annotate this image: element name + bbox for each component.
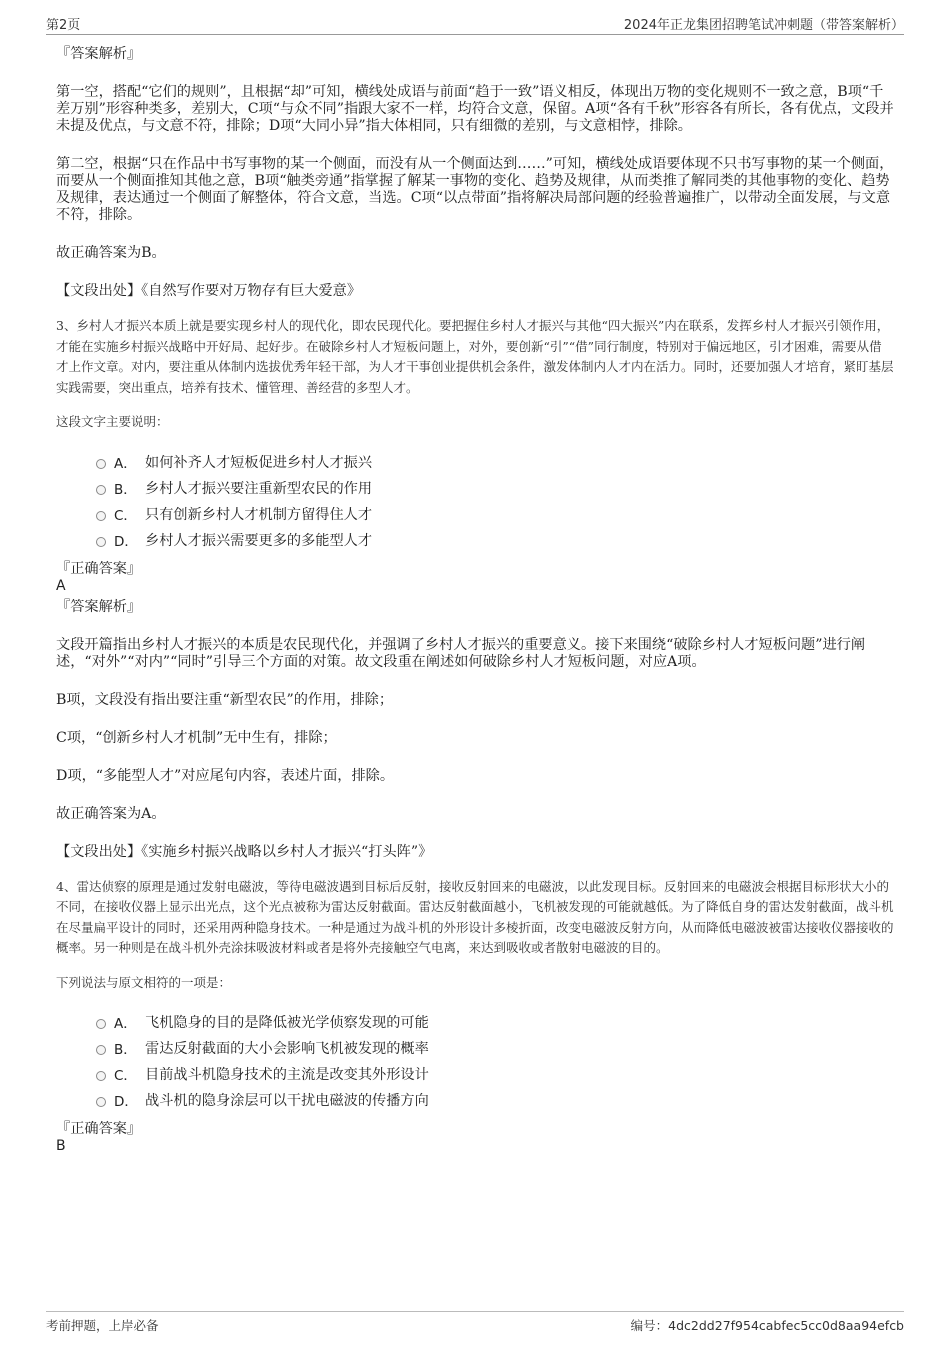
option-text: 乡村人才振兴要注重新型农民的作用	[145, 480, 373, 497]
analysis-paragraph: 第一空，搭配“它们的规则”，且根据“却”可知，横线处成语与前面“趋于一致”语义相反，体现出万物的变化规则不一致之意，B项“千差万别”形容种类多，差别大，C项“与众不同”指跟大家不一样，均符合文意，保留。A项“各有千秋”形容各有所长，各有优点，文段并未提及优点，与文意不符，排除；D项“大同小异”指大体相同，只有细微的差别，与文意相悖，排除。	[56, 84, 894, 134]
analysis-conclusion: 故正确答案为A。	[56, 805, 166, 822]
option-a[interactable]	[96, 449, 894, 475]
option-text: 如何补齐人才短板促进乡村人才振兴	[145, 454, 373, 471]
analysis-conclusion: 故正确答案为B。	[56, 245, 166, 261]
analysis-tag: 『答案解析』	[56, 46, 142, 62]
radio-icon[interactable]	[96, 459, 106, 469]
option-letter: B．	[114, 1042, 137, 1058]
radio-icon[interactable]	[96, 1097, 106, 1107]
option-letter: C．	[114, 1068, 137, 1084]
analysis-paragraph: D项，“多能型人才”对应尾句内容，表述片面，排除。	[56, 767, 395, 784]
source-citation: 【文段出处】《自然写作要对万物存有巨大爱意》	[56, 283, 362, 299]
analysis-paragraph: B项，文段没有指出要注重“新型农民”的作用，排除；	[56, 691, 394, 708]
correct-answer: B	[56, 1138, 66, 1154]
option-letter: C．	[114, 507, 137, 524]
correct-answer: A	[56, 577, 66, 594]
option-letter: D．	[114, 533, 138, 550]
analysis-tag: 『答案解析』	[56, 598, 142, 615]
analysis-paragraph: 文段开篇指出乡村人才振兴的本质是农民现代化，并强调了乡村人才振兴的重要意义。接下来围绕“破除乡村人才短板问题”进行阐述，“对外”“对内”“同时”引导三个方面的对策。故文段重在阐述如何破除乡村人才短板问题，对应A项。	[56, 636, 866, 670]
radio-icon[interactable]	[96, 537, 106, 547]
radio-icon[interactable]	[96, 511, 106, 521]
option-text: 雷达反射截面的大小会影响飞机被发现的概率	[145, 1041, 429, 1057]
option-b[interactable]	[96, 1035, 894, 1061]
correct-answer-tag: 『正确答案』	[56, 560, 142, 577]
option-letter: D．	[114, 1094, 138, 1110]
option-d[interactable]	[96, 1087, 894, 1113]
document-id: 编号：4dc2dd27f954cabfec5cc0d8aa94efcb	[630, 1318, 904, 1333]
analysis-paragraph: C项，“创新乡村人才机制”无中生有，排除；	[56, 729, 337, 746]
radio-icon[interactable]	[96, 1019, 106, 1029]
question-stem: 3、乡村人才振兴本质上就是要实现乡村人的现代化，即农民现代化。要把握住乡村人才振兴与其他“四大振兴”内在联系，发挥乡村人才振兴引领作用，才能在实施乡村振兴战略中开好局、起好步。在破除乡村人才短板问题上，对外，要创新“引”“借”同行制度，特别对于偏远地区，引才困难，需要从借才上作文章。对内，要注重从体制内选拔优秀年轻干部，为人才干事创业提供机会条件，激发体制内人才内在活力。同时，还要加强人才培育，紧盯基层实践需要，突出重点，培养有技术、懂管理、善经营的多型人才。	[56, 318, 894, 395]
options-list	[96, 449, 894, 553]
page-footer	[46, 1311, 904, 1334]
option-text: 飞机隐身的目的是降低被光学侦察发现的可能	[145, 1015, 429, 1031]
option-letter: B．	[114, 481, 137, 498]
option-c[interactable]	[96, 1061, 894, 1087]
radio-icon[interactable]	[96, 1045, 106, 1055]
question-stem: 4、雷达侦察的原理是通过发射电磁波，等待电磁波遇到目标后反射，接收反射回来的电磁波，以此发现目标。反射回来的电磁波会根据目标形状大小的不同，在接收仪器上显示出光点，这个光点被称为雷达反射截面。雷达反射截面越小，飞机被发现的可能就越低。为了降低自身的雷达发射截面，战斗机在尽量扁平设计的同时，还采用两种隐身技术。一种是通过为战斗机的外形设计多棱折面，改变电磁波反射方向，从而降低电磁波被雷达接收仪器接收的概率。另一种则是在战斗机外壳涂抹吸波材料或者是将外壳接触空气电离，来达到吸收或者散射电磁波的目的。	[56, 878, 894, 955]
question-prompt: 这段文字主要说明：	[56, 414, 169, 429]
question-prompt: 下列说法与原文相符的一项是：	[56, 974, 232, 990]
radio-icon[interactable]	[96, 485, 106, 495]
document-title: 2024年正龙集团招聘笔试冲刺题（带答案解析）	[623, 18, 904, 33]
option-text: 只有创新乡村人才机制方留得住人才	[145, 506, 373, 523]
options-list	[96, 1009, 894, 1113]
radio-icon[interactable]	[96, 1071, 106, 1081]
option-text: 战斗机的隐身涂层可以干扰电磁波的传播方向	[145, 1093, 429, 1109]
page-content	[56, 46, 894, 1159]
correct-answer-tag: 『正确答案』	[56, 1121, 142, 1137]
source-citation: 【文段出处】《实施乡村振兴战略以乡村人才振兴“打头阵”》	[56, 843, 433, 860]
option-letter: A．	[114, 455, 137, 472]
option-c[interactable]	[96, 501, 894, 527]
option-d[interactable]	[96, 527, 894, 553]
page-number: 第2页	[46, 18, 81, 33]
option-letter: A．	[114, 1016, 137, 1032]
option-text: 目前战斗机隐身技术的主流是改变其外形设计	[145, 1067, 429, 1083]
footer-slogan: 考前押题，上岸必备	[46, 1318, 159, 1333]
option-b[interactable]	[96, 475, 894, 501]
page-header	[46, 12, 904, 35]
analysis-paragraph: 第二空，根据“只在作品中书写事物的某一个侧面，而没有从一个侧面达到……”可知，横线处成语要体现不只书写事物的某一个侧面，而要从一个侧面推知其他之意，B项“触类旁通”指掌握了解某一事物的变化、趋势及规律，从而类推了解同类的其他事物的变化、趋势及规律，表达通过一个侧面了解整体，符合文意，当选。C项“以点带面”指将解决局部问题的经验普遍推广，以带动全面发展，与文意不符，排除。	[56, 156, 894, 223]
option-text: 乡村人才振兴需要更多的多能型人才	[145, 532, 373, 549]
option-a[interactable]	[96, 1009, 894, 1035]
